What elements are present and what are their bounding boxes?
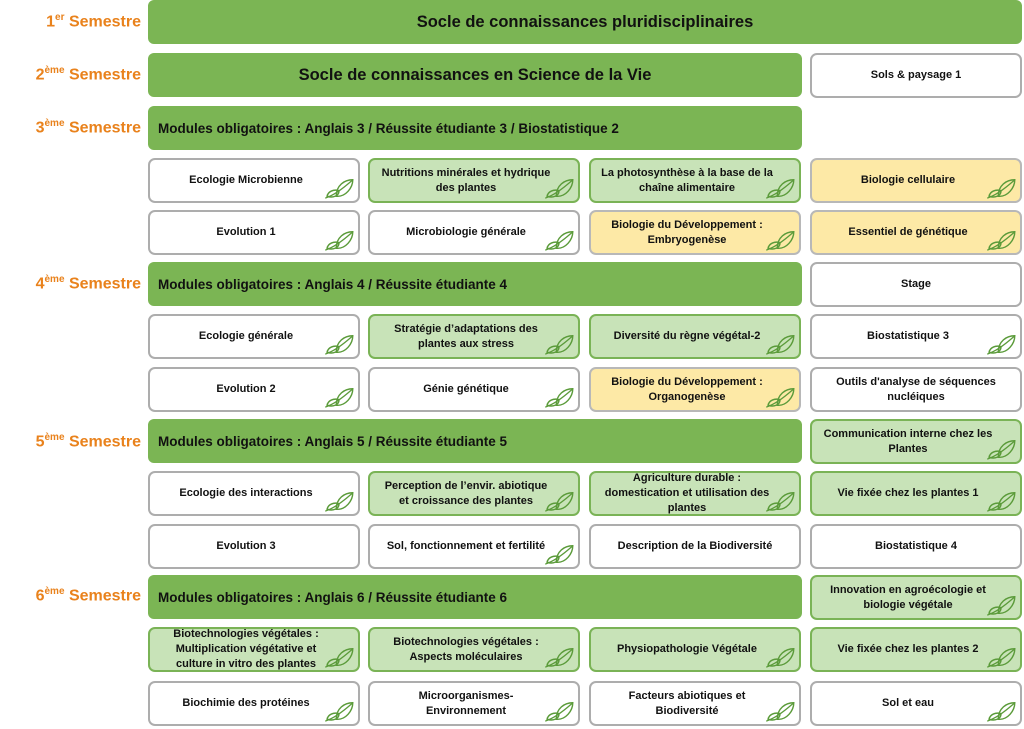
semester-label-2: 2ème Semestre	[35, 65, 141, 84]
semester-label-5: 5ème Semestre	[35, 432, 141, 451]
semester-2-core-bar: Socle de connaissances en Science de la Vie	[148, 53, 802, 97]
module-box: Biostatistique 4	[810, 524, 1022, 569]
semester-label-6: 6ème Semestre	[35, 586, 141, 605]
leaf-icon	[543, 700, 575, 722]
module-box: Innovation en agroécologie et biologie végétale	[810, 575, 1022, 620]
module-box: Outils d'analyse de séquences nucléiques	[810, 367, 1022, 412]
semester-4-mandatory-bar: Modules obligatoires : Anglais 4 / Réussite étudiante 4	[148, 262, 802, 306]
module-box: Biologie du Développement : Embryogenèse	[589, 210, 801, 255]
semester-5-mandatory-bar: Modules obligatoires : Anglais 5 / Réussite étudiante 5	[148, 419, 802, 463]
module-box: Stage	[810, 262, 1022, 307]
leaf-icon	[323, 333, 355, 355]
module-box: Vie fixée chez les plantes 1	[810, 471, 1022, 516]
leaf-icon	[764, 490, 796, 512]
module-box: Nutritions minérales et hydrique des plantes	[368, 158, 580, 203]
leaf-icon	[543, 543, 575, 565]
leaf-icon	[543, 646, 575, 668]
module-box: Microorganismes-Environnement	[368, 681, 580, 726]
module-box: Description de la Biodiversité	[589, 524, 801, 569]
module-box: Microbiologie générale	[368, 210, 580, 255]
leaf-icon	[985, 438, 1017, 460]
module-box: Biostatistique 3	[810, 314, 1022, 359]
leaf-icon	[985, 700, 1017, 722]
module-box: Biologie cellulaire	[810, 158, 1022, 203]
semester-label-1: 1er Semestre	[46, 12, 141, 31]
leaf-icon	[985, 646, 1017, 668]
leaf-icon	[764, 646, 796, 668]
module-box: Diversité du règne végétal-2	[589, 314, 801, 359]
module-box: Biotechnologies végétales : Multiplication végétative et culture in vitro des plantes	[148, 627, 360, 672]
leaf-icon	[985, 333, 1017, 355]
module-box: La photosynthèse à la base de la chaîne alimentaire	[589, 158, 801, 203]
module-box: Evolution 2	[148, 367, 360, 412]
module-box: Evolution 3	[148, 524, 360, 569]
module-box: Vie fixée chez les plantes 2	[810, 627, 1022, 672]
leaf-icon	[323, 646, 355, 668]
module-box: Sols & paysage 1	[810, 53, 1022, 98]
leaf-icon	[764, 177, 796, 199]
module-box: Ecologie générale	[148, 314, 360, 359]
leaf-icon	[323, 229, 355, 251]
module-box: Ecologie Microbienne	[148, 158, 360, 203]
leaf-icon	[764, 386, 796, 408]
leaf-icon	[543, 333, 575, 355]
module-box: Sol et eau	[810, 681, 1022, 726]
leaf-icon	[985, 229, 1017, 251]
module-box: Ecologie des interactions	[148, 471, 360, 516]
leaf-icon	[543, 386, 575, 408]
leaf-icon	[323, 700, 355, 722]
module-box: Essentiel de génétique	[810, 210, 1022, 255]
module-box: Biochimie des protéines	[148, 681, 360, 726]
leaf-icon	[543, 229, 575, 251]
leaf-icon	[764, 700, 796, 722]
module-box: Evolution 1	[148, 210, 360, 255]
leaf-icon	[985, 177, 1017, 199]
semester-1-core-bar: Socle de connaissances pluridisciplinaires	[148, 0, 1022, 44]
module-box: Biologie du Développement : Organogenèse	[589, 367, 801, 412]
semester-label-4: 4ème Semestre	[35, 274, 141, 293]
module-box: Génie génétique	[368, 367, 580, 412]
leaf-icon	[543, 490, 575, 512]
module-box: Sol, fonctionnement et fertilité	[368, 524, 580, 569]
leaf-icon	[543, 177, 575, 199]
leaf-icon	[985, 490, 1017, 512]
leaf-icon	[323, 386, 355, 408]
semester-label-3: 3ème Semestre	[35, 118, 141, 137]
module-box: Perception de l’envir. abiotique et croissance des plantes	[368, 471, 580, 516]
leaf-icon	[985, 594, 1017, 616]
leaf-icon	[323, 490, 355, 512]
semester-3-mandatory-bar: Modules obligatoires : Anglais 3 / Réussite étudiante 3 / Biostatistique 2	[148, 106, 802, 150]
leaf-icon	[323, 177, 355, 199]
module-box: Facteurs abiotiques et Biodiversité	[589, 681, 801, 726]
module-box: Biotechnologies végétales : Aspects moléculaires	[368, 627, 580, 672]
leaf-icon	[764, 333, 796, 355]
module-box: Agriculture durable : domestication et utilisation des plantes	[589, 471, 801, 516]
semester-6-mandatory-bar: Modules obligatoires : Anglais 6 / Réussite étudiante 6	[148, 575, 802, 619]
leaf-icon	[764, 229, 796, 251]
module-box: Physiopathologie Végétale	[589, 627, 801, 672]
module-box: Communication interne chez les Plantes	[810, 419, 1022, 464]
module-box: Stratégie d’adaptations des plantes aux stress	[368, 314, 580, 359]
